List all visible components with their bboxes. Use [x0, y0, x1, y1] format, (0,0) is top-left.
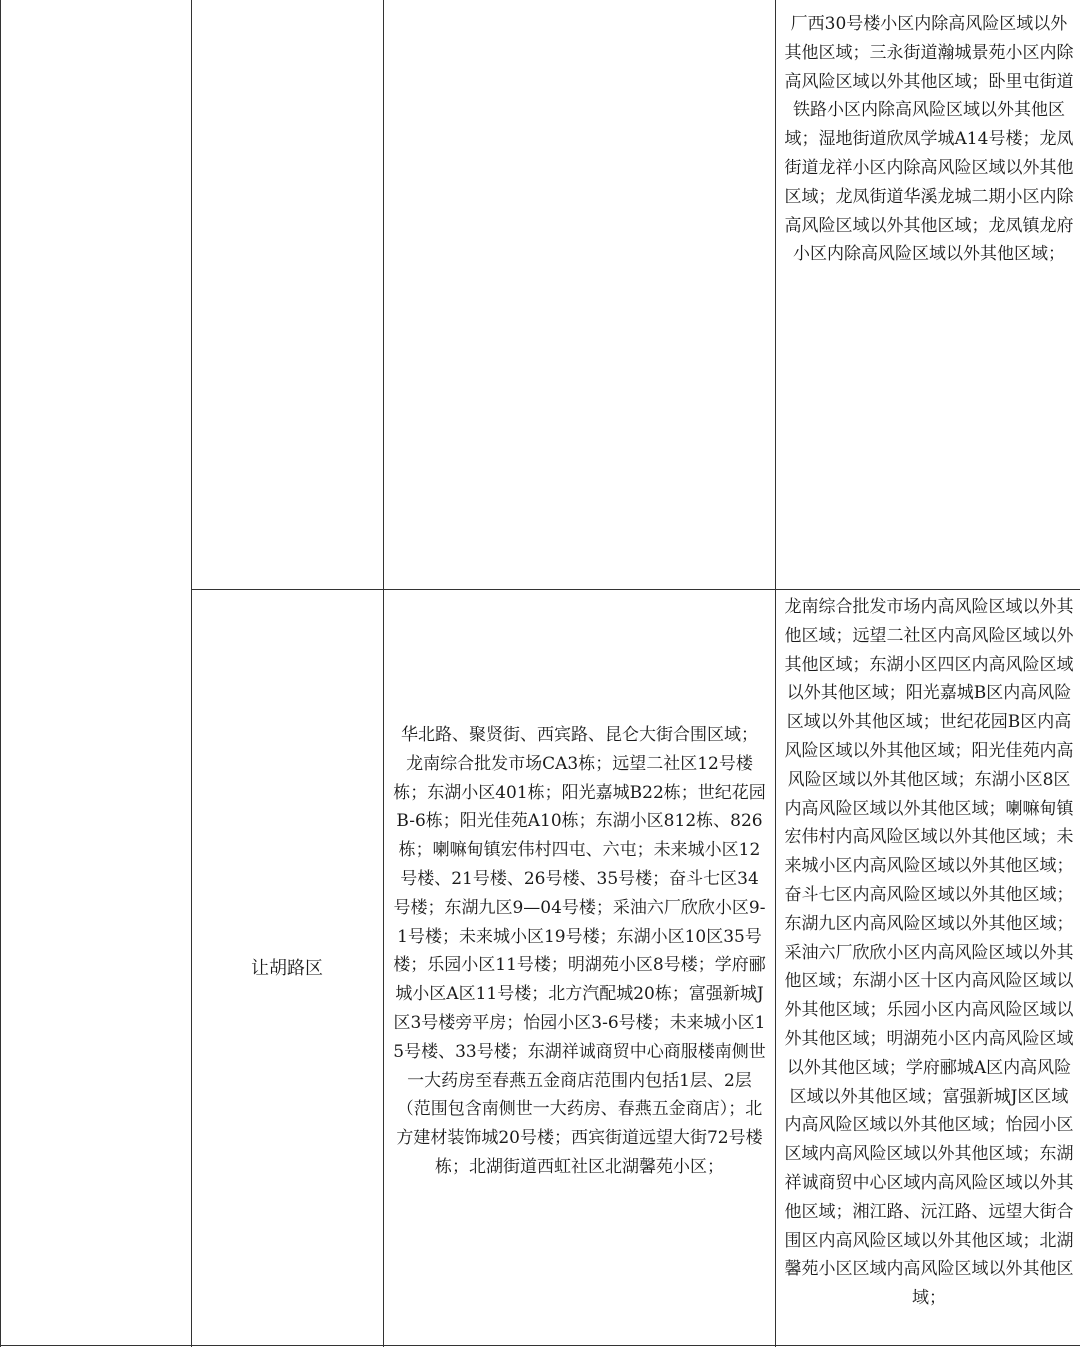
district-cell: 让胡路区 — [251, 958, 323, 979]
column-divider-3 — [775, 0, 776, 1347]
row-divider — [191, 589, 1080, 590]
table-border-left — [0, 0, 1, 1347]
high-risk-zone-cell: 华北路、聚贤街、西宾路、昆仑大街合围区域；龙南综合批发市场CA3栋；远望二社区12号楼栋；东湖小区401栋；阳光嘉城B22栋；世纪花园B-6栋；阳光佳苑A10栋；东湖小区812栋、826栋；喇嘛甸镇宏伟村四屯、六屯；未来城小区12号楼、21号楼、26号楼、35号楼；奋斗七区34号楼；东湖九区9—04号楼；采油六厂欣欣小区9-1号楼；未来城小区19号楼；东湖小区10区35号楼；乐园小区11号楼；明湖苑小区8号楼；学府郦城小区A区11号楼；北方汽配城20栋；富强新城J区3号楼旁平房；怡园小区3-6号楼；未来城小区15号楼、33号楼；东湖祥诚商贸中心商服楼南侧世一大药房至春燕五金商店范围内包括1层、2层（范围包含南侧世一大药房、春燕五金商店）；北方建材装饰城20号楼；西宾街道远望大街72号楼栋；北湖街道西虹社区北湖馨苑小区； — [393, 725, 766, 1177]
table-border-bottom — [0, 1345, 1080, 1346]
exclusion-zone-cell-1: 厂西30号楼小区内除高风险区域以外其他区域；三永街道瀚城景苑小区内除高风险区域以外其他区域；卧里屯街道铁路小区内除高风险区域以外其他区域；湿地街道欣凤学城A14号楼；龙凤街道龙祥小区内除高风险区域以外其他区域；龙凤街道华溪龙城二期小区内除高风险区域以外其他区域；龙凤镇龙府小区内除高风险区域以外其他区域； — [784, 14, 1074, 265]
column-divider-1 — [191, 0, 192, 1347]
exclusion-zone-cell-2: 龙南综合批发市场内高风险区域以外其他区域；远望二社区内高风险区域以外其他区域；东湖小区四区内高风险区域以外其他区域；阳光嘉城B区内高风险区域以外其他区域；世纪花园B区内高风险区域以外其他区域；阳光佳苑内高风险区域以外其他区域；东湖小区8区内高风险区域以外其他区域；喇嘛甸镇宏伟村内高风险区域以外其他区域；未来城小区内高风险区域以外其他区域；奋斗七区内高风险区域以外其他区域；东湖九区内高风险区域以外其他区域；采油六厂欣欣小区内高风险区域以外其他区域；东湖小区十区内高风险区域以外其他区域；乐园小区内高风险区域以外其他区域；明湖苑小区内高风险区域以外其他区域；学府郦城A区内高风险区域以外其他区域；富强新城J区区域内高风险区域以外其他区域；怡园小区区域内高风险区域以外其他区域；东湖祥诚商贸中心区域内高风险区域以外其他区域；湘江路、沅江路、远望大街合围区内高风险区域以外其他区域；北湖馨苑小区区域内高风险区域以外其他区域； — [784, 597, 1074, 1309]
column-divider-2 — [383, 0, 384, 1347]
